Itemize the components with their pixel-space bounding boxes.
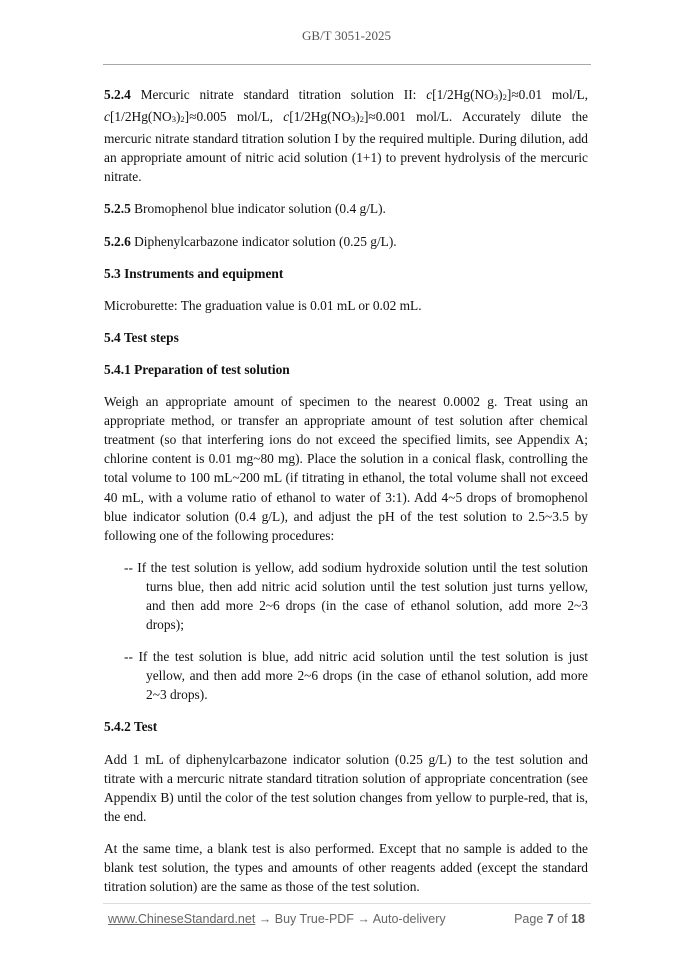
document-code: GB/T 3051-2025: [302, 28, 391, 43]
page-content: [104, 85, 588, 909]
footer-promo: www.ChineseStandard.net → Buy True-PDF → Auto-delivery: [108, 912, 446, 926]
heading-5-4-1: 5.4.1 Preparation of test solution: [104, 361, 290, 377]
clause-5-2-4: 5.2.4 Mercuric nitrate standard titration solution II: c[1/2Hg(NO3)2]≈0.01 mol/L, c[1/2Hg(NO3)2]≈0.005 mol/L, c[1/2Hg(NO3)2]≈0.001 mol/L. Accurately dilute the mercuric nitrate standard titration solution I by the required multiple. During dilution, add an appropriate amount of nitric acid solution (1+1) to prevent hydrolysis of the mercuric nitrate.: [104, 87, 588, 185]
clause-5-4-1-text: Weigh an appropriate amount of specimen to the nearest 0.0002 g. Treat using an appropriate method, or transfer an appropriate amount of test solution after chemical treatment (so that interfering ions do not exceed the specified limits, see Appendix A; chlorine content is 0.01 mg~80 mg). Place the solution in a conical flask, controlling the total volume to 100 mL~200 mL (if titrating in ethanol, the total volume shall not exceed 40 mL, with a volume ratio of ethanol to water of 3:1). Add 4~5 drops of bromophenol blue indicator solution (0.4 g/L), and adjust the pH of the test solution to 2.5~3.5 by following one of the following procedures:: [104, 394, 588, 543]
clause-5-4-2-p1: Add 1 mL of diphenylcarbazone indicator solution (0.25 g/L) to the test solution and titrate with a mercuric nitrate standard titration solution of appropriate concentration (see Appendix B) until the color of the test solution changes from yellow to purple-red, that is, the end.: [104, 751, 588, 824]
footer-divider: [103, 903, 591, 904]
heading-5-3: 5.3 Instruments and equipment: [104, 265, 284, 281]
page-footer: [108, 912, 585, 926]
heading-5-4: 5.4 Test steps: [104, 329, 179, 345]
clause-5-3-text: Microburette: The graduation value is 0.01 mL or 0.02 mL.: [104, 297, 422, 313]
current-page: 7: [546, 912, 554, 926]
clause-5-4-2-p2: At the same time, a blank test is also performed. Except that no sample is added to the blank test solution, the types and amounts of other reagents added (except the standard titration solution) are the same as those of the test solution.: [104, 840, 588, 895]
clause-number: 5.2.4: [104, 87, 131, 102]
clause-5-2-6: 5.2.6 Diphenylcarbazone indicator solution (0.25 g/L).: [104, 233, 397, 249]
page-indicator: Page 7 of 18: [514, 912, 585, 926]
header-divider: [103, 64, 591, 65]
clause-5-2-5: 5.2.5 Bromophenol blue indicator solution (0.4 g/L).: [104, 201, 386, 217]
list-item: -- If the test solution is blue, add nitric acid solution until the test solution is just yellow, and then add more 2~6 drops (in the case of ethanol solution, add more 2~3 drops).: [124, 649, 588, 703]
website-link[interactable]: www.ChineseStandard.net: [108, 912, 256, 926]
total-pages: 18: [571, 912, 585, 926]
heading-5-4-2: 5.4.2 Test: [104, 719, 158, 735]
list-item: -- If the test solution is yellow, add sodium hydroxide solution until the test solution turns blue, then add nitric acid solution until the test solution just turns yellow, and then add more 2~6 drops (in the case of ethanol solution, add more 2~3 drops);: [124, 559, 588, 633]
